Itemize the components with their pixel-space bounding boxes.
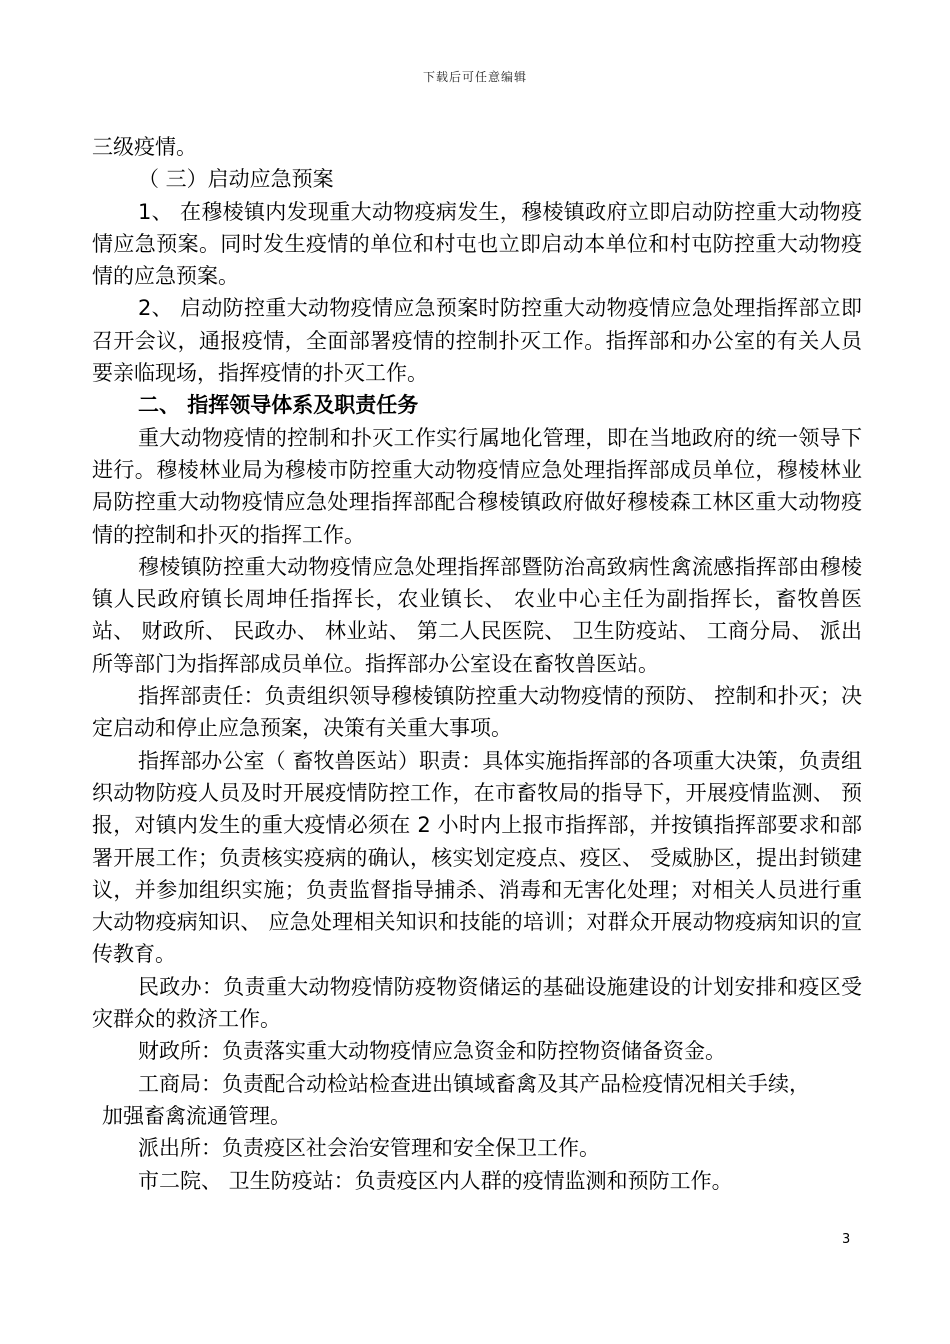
page-number: 3	[842, 1232, 851, 1247]
paragraph: 财政所：负责落实重大动物疫情应急资金和防控物资储备资金。	[138, 1039, 726, 1064]
paragraph: 1、 在穆棱镇内发现重大动物疫病发生，穆棱镇政府立即启动防控重大动物疫情应急预案。同时发生疫情的单位和村屯也立即启动本单位和村屯防控重大动物疫情的应急预案。	[92, 199, 862, 289]
paragraph: 重大动物疫情的控制和扑灭工作实行属地化管理，即在当地政府的统一领导下进行。穆棱林业局为穆棱市防控重大动物疫情应急处理指挥部成员单位，穆棱林业局防控重大动物疫情应急处理指挥部配合穆棱镇政府做好穆棱森工林区重大动物疫情的控制和扑灭的指挥工作。	[92, 425, 862, 547]
paragraph: 市二院、 卫生防疫站：负责疫区内人群的疫情监测和预防工作。	[138, 1168, 733, 1193]
paragraph: 工商局：负责配合动检站检查进出镇域畜禽及其产品检疫情况相关手续，	[138, 1071, 810, 1096]
paragraph: 三级疫情。	[92, 135, 197, 159]
paragraph: 民政办：负责重大动物疫情防疫物资储运的基础设施建设的计划安排和疫区受灾群众的救济工作。	[92, 974, 862, 1032]
paragraph: 指挥部责任：负责组织领导穆棱镇防控重大动物疫情的预防、 控制和扑灭；决定启动和停止应急预案，决策有关重大事项。	[92, 684, 862, 741]
paragraph: 指挥部办公室（ 畜牧兽医站）职责：具体实施指挥部的各项重大决策，负责组织动物防疫人员及时开展疫情防控工作，在市畜牧局的指导下，开展疫情监测、 预报，对镇内发生的重大疫情必须在 2 小时内上报市指挥部，并按镇指挥部要求和部署开展工作；负责核实疫病的确认，核实划定疫点、疫区、 受威胁区，提出封锁建议，并参加组织实施；负责监督指导捕杀、消毒和无害化处理；对相关人员进行重大动物疫病知识、 应急处理相关知识和技能的培训；对群众开展动物疫病知识的宣传教育。	[92, 748, 862, 967]
paragraph-continuation: 加强畜禽流通管理。	[102, 1103, 291, 1128]
section-heading: 二、 指挥领导体系及职责任务	[138, 393, 419, 418]
section-subheading: （ 三）启动应急预案	[138, 167, 334, 192]
paragraph: 穆棱镇防控重大动物疫情应急处理指挥部暨防治高致病性禽流感指挥部由穆棱镇人民政府镇长周坤任指挥长，农业镇长、 农业中心主任为副指挥长，畜牧兽医站、 财政所、 民政办、 林业站、 第二人民医院、 卫生防疫站、 工商分局、 派出所等部门为指挥部成员单位。指挥部办公室设在畜牧兽医站。	[92, 554, 862, 676]
page-header: 下载后可任意编辑	[422, 70, 527, 84]
paragraph: 派出所：负责疫区社会治安管理和安全保卫工作。	[138, 1136, 600, 1161]
paragraph: 2、 启动防控重大动物疫情应急预案时防控重大动物疫情应急处理指挥部立即召开会议，通报疫情，全面部署疫情的控制扑灭工作。指挥部和办公室的有关人员要亲临现场，指挥疫情的扑灭工作。	[92, 296, 862, 386]
document-body	[92, 131, 862, 1197]
